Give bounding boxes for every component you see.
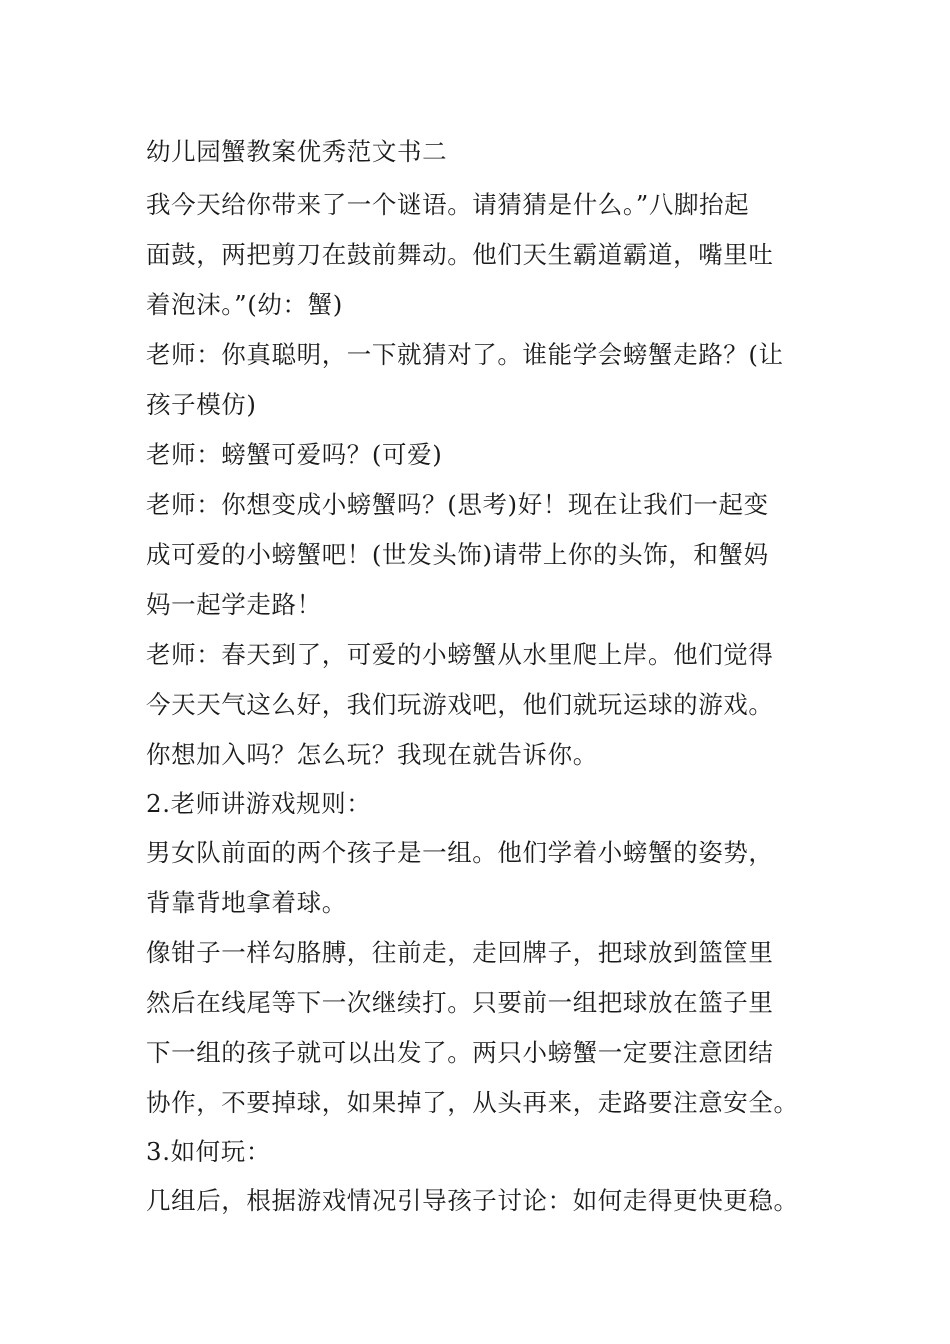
- text-line: 像钳子一样勾胳膊，往前走，走回牌子，把球放到篮筐里: [146, 938, 774, 967]
- text-line: 下一组的孩子就可以出发了。两只小螃蟹一定要注意团结: [146, 1038, 774, 1067]
- text-line: 然后在线尾等下一次继续打。只要前一组把球放在篮子里: [146, 988, 774, 1017]
- text-line: 我今天给你带来了一个谜语。请猜猜是什么。”八脚抬起: [146, 190, 750, 219]
- text-line: 孩子模仿): [146, 390, 257, 419]
- text-line: 背靠背地拿着球。: [146, 888, 347, 917]
- section-heading: 2.老师讲游戏规则：: [146, 789, 372, 818]
- text-line: 老师：螃蟹可爱吗？(可爱): [146, 440, 443, 469]
- section-heading: 3.如何玩：: [146, 1137, 271, 1166]
- text-line: 今天天气这么好，我们玩游戏吧，他们就玩运球的游戏。: [146, 690, 774, 719]
- text-line: 着泡沫。”(幼：蟹): [146, 290, 343, 319]
- document-body: [146, 124, 818, 1226]
- text-line: 面鼓，两把剪刀在鼓前舞动。他们天生霸道霸道，嘴里吐: [146, 240, 774, 269]
- text-line: 几组后，根据游戏情况引导孩子讨论：如何走得更快更稳。: [146, 1186, 799, 1215]
- text-line: 妈一起学走路！: [146, 590, 322, 619]
- document-title: 幼儿园蟹教案优秀范文书二: [146, 137, 448, 166]
- text-line: 协作，不要掉球，如果掉了，从头再来，走路要注意安全。: [146, 1088, 799, 1117]
- text-line: 老师：你真聪明，一下就猜对了。谁能学会螃蟹走路？(让: [146, 340, 784, 369]
- text-line: 你想加入吗？怎么玩？我现在就告诉你。: [146, 740, 598, 769]
- text-line: 老师：春天到了，可爱的小螃蟹从水里爬上岸。他们觉得: [146, 640, 774, 669]
- text-line: 老师：你想变成小螃蟹吗？(思考)好！现在让我们一起变: [146, 490, 769, 519]
- text-line: 成可爱的小螃蟹吧！(世发头饰)请带上你的头饰，和蟹妈: [146, 540, 769, 569]
- text-line: 男女队前面的两个孩子是一组。他们学着小螃蟹的姿势，: [146, 838, 774, 867]
